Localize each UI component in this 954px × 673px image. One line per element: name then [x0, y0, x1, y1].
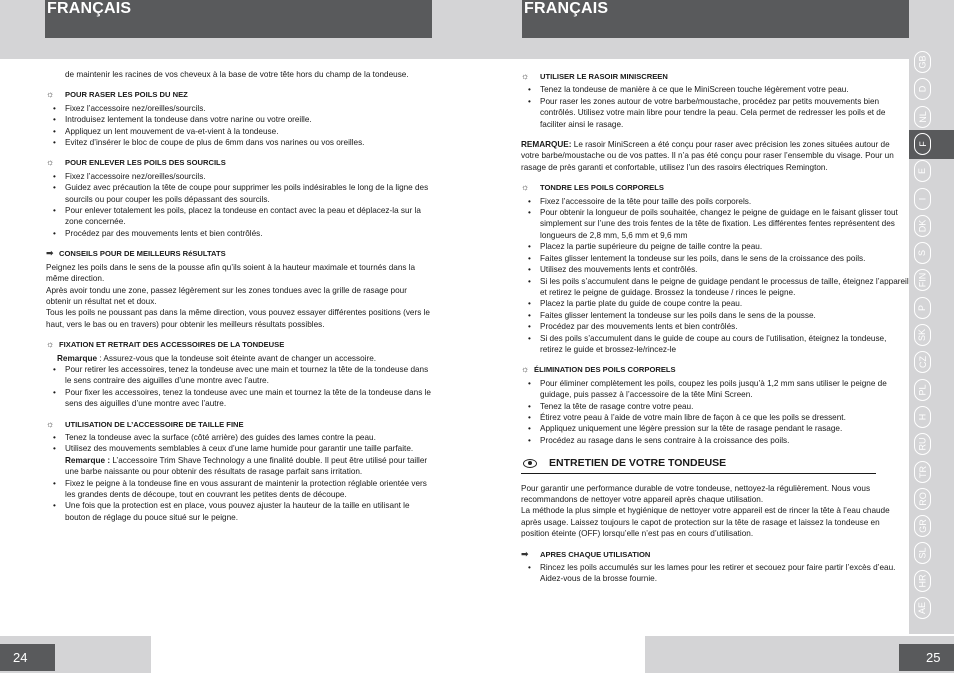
body-removal-list	[521, 378, 909, 446]
list-item: • Utilisez des mouvements lents et contrôlés.	[521, 264, 909, 275]
right-page-number: 25	[899, 644, 954, 671]
language-tab-label: DK	[917, 219, 928, 233]
language-tab-label: RU	[917, 437, 928, 451]
language-tab-label: TR	[917, 465, 928, 478]
tips-text: Tous les poils ne poussant pas dans la même direction, vous pouvez essayer différentes positions (vers le haut, vers le bas ou en travers) pour obtenir les meilleurs résultats possibles.	[46, 308, 430, 329]
list-item: • Appliquez uniquement une légère pression sur la tête de rasage pendant le rasage.	[521, 423, 909, 434]
list-item: • Procédez par des mouvements lents et bien contrôlés.	[521, 321, 909, 332]
attach-list	[46, 364, 431, 410]
list-item: • Pour raser les zones autour de votre barbe/moustache, procédez par petits mouvements bien contrôlés. Utilisez votre main libre pour tendre la peau. Cela permet de redresser les poils et de faciliter ainsi le rasage.	[521, 96, 909, 130]
list-item: • Étirez votre peau à l’aide de votre main libre de façon à ce que les poils se dressent.	[521, 412, 909, 423]
list-item: • Placez la partie plate du guide de coupe contre la peau.	[521, 298, 909, 309]
tips-text: Après avoir tondu une zone, passez légèrement sur les zones tondues avec la grille de rasage pour obtenir un résultat net et doux.	[46, 285, 407, 306]
language-tab-label: GB	[917, 55, 928, 69]
left-page-content	[46, 69, 431, 523]
list-item: • Faites glisser lentement la tondeuse sur les poils, dans le sens de la croissance des poils.	[521, 253, 909, 264]
language-tab-d	[914, 78, 931, 100]
list-item: • Pour enlever totalement les poils, placez la tondeuse en contact avec la peau et déplacez-la sur la zone concernée.	[46, 205, 431, 228]
left-page-title: FRANÇAIS	[47, 0, 132, 17]
language-tab-e	[914, 160, 931, 182]
language-tab-nl	[914, 106, 931, 128]
language-tab-label: NL	[917, 110, 928, 123]
list-item: • Utilisez des mouvements semblables à ceux d’une lame humide pour garantir une taille parfaite.	[46, 443, 431, 454]
body-removal-heading: ☼ ÉLIMINATION DES POILS CORPORELS	[521, 364, 676, 375]
body-trim-heading: ☼ TONDRE LES POILS CORPORELS	[521, 182, 664, 193]
language-tab-label: E	[917, 168, 928, 175]
fine-list-a	[46, 432, 431, 455]
intro-text: de maintenir les racines de vos cheveux à la base de votre tête hors du champ de la tondeuse.	[65, 70, 409, 79]
after-use-list	[521, 562, 909, 585]
miniscreen-list	[521, 84, 909, 130]
language-tab-sk	[914, 324, 931, 346]
language-tab-label: RO	[917, 492, 928, 506]
language-tab-label: GR	[917, 519, 928, 533]
list-item: • Fixez l’accessoire de la tête pour taille des poils corporels.	[521, 196, 909, 207]
sun-icon: ☼	[521, 71, 530, 81]
language-tab-h	[914, 406, 931, 428]
sun-icon: ☼	[46, 339, 55, 350]
list-item: • Placez la partie supérieure du peigne de taille contre la peau.	[521, 241, 909, 252]
after-use-heading: ➡ APRES CHAQUE UTILISATION	[521, 548, 651, 559]
language-tab-label: I	[917, 197, 928, 200]
list-item: • Appliquez un lent mouvement de va-et-vient à la tondeuse.	[46, 126, 431, 137]
language-tab-label: SL	[917, 547, 928, 559]
list-item: • Si des poils s’accumulent dans le guide de coupe au cours de l’utilisation, éteignez la tondeuse, retirez le guide et brossez-le/rincez-le	[521, 333, 909, 356]
language-tab-gb	[914, 51, 931, 73]
body-trim-list	[521, 196, 909, 356]
sun-icon: ☼	[46, 89, 55, 100]
nose-list	[46, 103, 431, 149]
language-tab-p	[914, 297, 931, 319]
sun-icon: ☼	[46, 157, 55, 168]
list-item: • Procédez par des mouvements lents et bien contrôlés.	[46, 228, 431, 239]
list-item: • Tenez la tête de rasage contre votre peau.	[521, 401, 909, 412]
right-header-bar	[522, 0, 909, 38]
language-tab-i	[914, 188, 931, 210]
language-tab-ro	[914, 488, 931, 510]
language-tab-label: F	[917, 141, 928, 147]
right-page-content	[521, 69, 909, 585]
language-tab-hr	[914, 570, 931, 592]
language-tab-label: PL	[917, 384, 928, 396]
language-tab-dk	[914, 215, 931, 237]
list-item: • Introduisez lentement la tondeuse dans votre narine ou votre oreille.	[46, 114, 431, 125]
sun-icon: ☼	[521, 364, 530, 375]
language-tab-label: SK	[917, 328, 928, 342]
list-item: • Evitez d’insérer le bloc de coupe de plus de 6mm dans vos narines ou vos oreilles.	[46, 137, 431, 148]
brows-heading: ☼ POUR ENLEVER LES POILS DES SOURCILS	[46, 157, 226, 168]
language-tab-sl	[914, 542, 931, 564]
language-tab-label: D	[917, 86, 928, 93]
maintenance-text: La méthode la plus simple et hygiénique de nettoyer votre appareil est de rincer la tête à l’eau chaude après usage. Laissez toujours le capot de protection sur la tête de rasage et laissez la tondeuse en position éteinte (OFF) lorsqu’elle n’est pas en cours d’utilisation.	[521, 506, 890, 539]
language-tab-gr	[914, 515, 931, 537]
list-item: • Rincez les poils accumulés sur les lames pour les retirer et secouez pour faire partir l’excès d’eau. Aidez-vous de la brosse fournie.	[521, 562, 909, 585]
sun-icon: ☼	[46, 418, 55, 429]
maintenance-text: Pour garantir une performance durable de votre tondeuse, nettoyez-la régulièrement. Nous vous recommandons de nettoyer votre appareil après chaque utilisation.	[521, 483, 871, 504]
fine-list-b	[46, 478, 431, 524]
language-tab-label: H	[917, 413, 928, 421]
miniscreen-remark: REMARQUE: Le rasoir MiniScreen a été conçu pour raser avec précision les zones situées autour de votre barbe/moustache ou de vos pattes. Il n’a pas été conçu pour raser l’ensemble du visage. Pour un rasage de près garanti et confortable, utilisez l’un des rasoirs électriques Remington.	[521, 140, 894, 172]
language-tab-s	[914, 242, 931, 264]
list-item: • Pour éliminer complètement les poils, coupez les poils jusqu’à 1,2 mm sans utiliser le peigne de guidage, puis passez à l’accessoire de la tête Mini Screen.	[521, 378, 909, 401]
language-tab-pl	[914, 379, 931, 401]
list-item: • Une fois que la protection est en place, vous pouvez ajuster la hauteur de la taille en utilisant le bouton de réglage du pouce situé sur le peigne.	[46, 500, 431, 523]
right-page-title: FRANÇAIS	[524, 0, 609, 17]
maintenance-section-title: ENTRETIEN DE VOTRE TONDEUSE	[521, 458, 876, 473]
language-tab-label: CZ	[917, 356, 928, 369]
list-item: • Fixez le peigne à la tondeuse fine en vous assurant de maintenir la protection réglable orientée vers les grandes dents de découpe, tout en couvrant les petites dents de découpe.	[46, 478, 431, 501]
list-item: • Procédez au rasage dans le sens contraire à la croissance des poils.	[521, 435, 909, 446]
list-item: • Fixez l’accessoire nez/oreilles/sourcils.	[46, 171, 431, 182]
fine-remark: Remarque : L’accessoire Trim Shave Technology a une finalité double. Il peut être utilisé pour tailler une barbe naissante ou pour obtenir des résultats de rasage parfait sans irritation.	[65, 455, 428, 477]
arrow-right-icon: ➡	[521, 548, 529, 559]
left-page-number: 24	[0, 644, 55, 671]
list-item: • Si les poils s’accumulent dans le peigne de guidage pendant le processus de taille, éteignez l’appareil et retirez le peigne de guidage. Brossez la tondeuse / rinces le peigne.	[521, 276, 909, 299]
arrow-right-icon: ➡	[46, 248, 54, 259]
list-item: • Tenez la tondeuse de manière à ce que le MiniScreen touche légèrement votre peau.	[521, 84, 909, 95]
language-tab-tr	[914, 461, 931, 483]
list-item: • Tenez la tondeuse avec la surface (côté arrière) des guides des lames contre la peau.	[46, 432, 431, 443]
list-item: • Pour obtenir la longueur de poils souhaitée, changez le peigne de guidage en le faisant glisser tout simplement sur l’une des trois fentes de la tête de fixation. Les différentes fentes représentent des longueurs de 2,8 mm, 5,6 mm et 9,6 mm	[521, 207, 909, 241]
list-item: • Pour fixer les accessoires, tenez la tondeuse avec une main et tournez la tête de la tondeuse dans le sens des aiguilles d’une montre avec l’autre.	[46, 387, 431, 410]
sun-icon: ☼	[521, 182, 530, 193]
language-tab-label: HR	[917, 574, 928, 588]
fine-heading: ☼ UTILISATION DE L’ACCESSOIRE DE TAILLE FINE	[46, 418, 244, 429]
language-tab-ru	[914, 433, 931, 455]
attach-remark: Remarque : Assurez-vous que la tondeuse soit éteinte avant de changer un accessoire.	[57, 353, 377, 363]
left-header-bar	[45, 0, 432, 38]
language-tab-ae	[914, 597, 931, 619]
language-tab-label: AE	[917, 601, 928, 615]
language-tab-cz	[914, 351, 931, 373]
tips-text: Peignez les poils dans le sens de la pousse afin qu’ils soient à la hauteur maximale et tournés dans la même direction.	[46, 262, 416, 284]
list-item: • Guidez avec précaution la tête de coupe pour supprimer les poils indésirables le long de la ligne des sourcils ou pour couper les poils dépassant des sourcils.	[46, 182, 431, 205]
language-tab-label: P	[917, 304, 928, 311]
miniscreen-heading: ☼ UTILISER LE RASOIR MINISCREEN	[521, 71, 668, 81]
language-tab-label: FIN	[917, 273, 928, 288]
language-tab-f	[914, 133, 931, 155]
eye-icon	[523, 459, 537, 468]
brows-list	[46, 171, 431, 239]
list-item: • Faites glisser lentement la tondeuse sur les poils dans le sens de la pousse.	[521, 310, 909, 321]
language-tab-label: S	[917, 250, 928, 257]
language-tab-fin	[914, 269, 931, 291]
list-item: • Pour retirer les accessoires, tenez la tondeuse avec une main et tournez la tête de la tondeuse dans le sens contraire des aiguilles d’une montre avec l’autre.	[46, 364, 431, 387]
list-item: • Fixez l’accessoire nez/oreilles/sourcils.	[46, 103, 431, 114]
attach-heading: ☼ FIXATION ET RETRAIT DES ACCESSOIRES DE LA TONDEUSE	[46, 339, 285, 350]
nose-heading: ☼ POUR RASER LES POILS DU NEZ	[46, 89, 188, 100]
tips-heading: ➡ CONSEILS POUR DE MEILLEURS RéSULTATS	[46, 248, 226, 259]
